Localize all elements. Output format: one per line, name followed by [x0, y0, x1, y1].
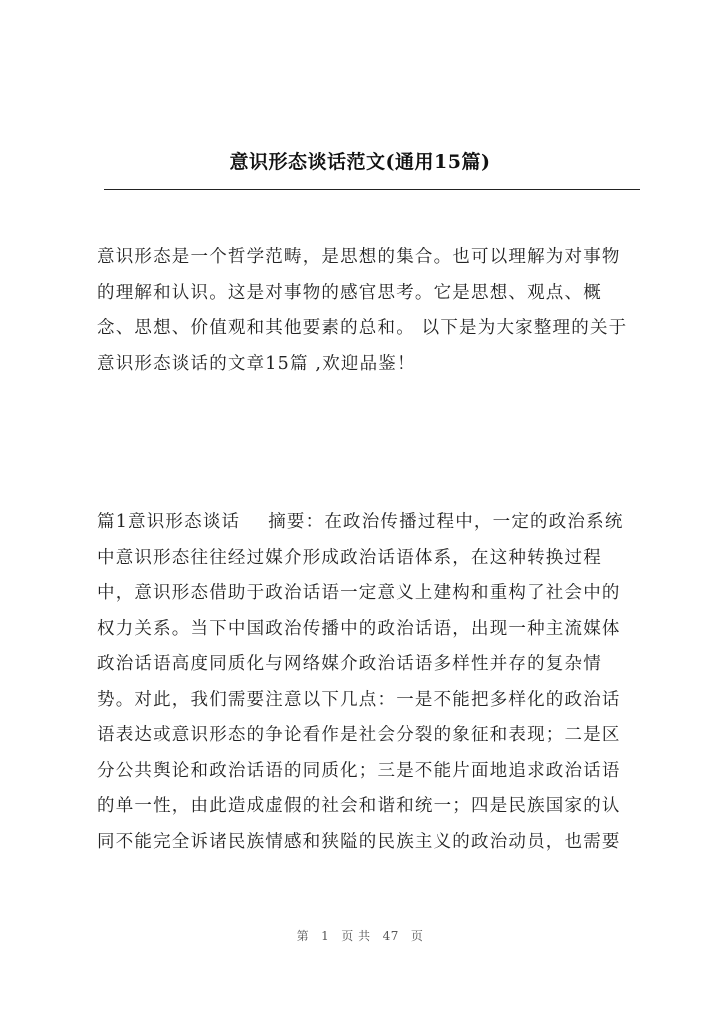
footer-page-number: 1: [321, 929, 330, 943]
section-1-paragraph: [97, 505, 637, 860]
intro-paragraph: 意识形态是一个哲学范畴，是思想的集合。也可以理解为对事物的理解和认识。这是对事物的感官思考。它是思想、观点、概念、思想、价值观和其他要素的总和。 以下是为大家整理的关于意识形态谈话的文章15篇 ,欢迎品鉴！: [97, 247, 628, 374]
title-underline: [104, 189, 640, 190]
footer-middle: 页 共: [341, 929, 371, 943]
section-1-heading: 篇1意识形态谈话: [97, 512, 241, 532]
footer-prefix: 第: [296, 929, 310, 943]
footer-suffix: 页: [410, 929, 424, 943]
section-1-body: 摘要：在政治传播过程中，一定的政治系统中意识形态往往经过媒介形成政治话语体系，在这种转换过程中，意识形态借助于政治话语一定意义上建构和重构了社会中的权力关系。当下中国政治传播中的政治话语，出现一种主流媒体政治话语高度同质化与网络媒介政治话语多样性并存的复杂情势。对此，我们需要注意以下几点：一是不能把多样化的政治话语表达或意识形态的争论看作是社会分裂的象征和表现；二是区分公共舆论和政治话语的同质化；三是不能片面地追求政治话语的单一性，由此造成虚假的社会和谐和统一；四是民族国家的认同不能完全诉诸民族情感和狭隘的民族主义的政治动员，也需要: [97, 512, 624, 852]
footer-total-pages: 47: [382, 929, 399, 943]
page-footer: [0, 927, 720, 944]
page-title: 意识形态谈话范文(通用15篇): [229, 151, 491, 173]
